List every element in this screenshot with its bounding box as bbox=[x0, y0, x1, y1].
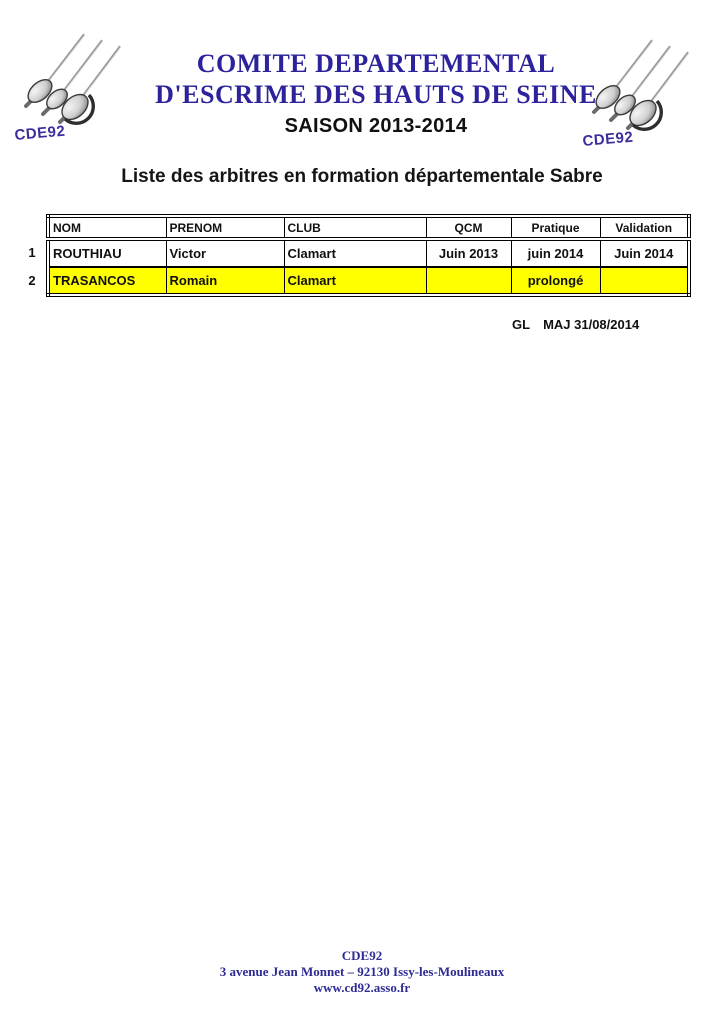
footer-org: CDE92 bbox=[341, 948, 383, 963]
cde92-sabres-logo-left bbox=[12, 26, 130, 148]
table-row bbox=[48, 239, 689, 267]
committee-title-line1: COMITE DEPARTEMENTAL bbox=[196, 49, 556, 78]
table-header-row bbox=[48, 216, 689, 239]
arbitres-table-container bbox=[46, 214, 691, 297]
footer-address: 3 avenue Jean Monnet – 92130 Issy-les-Moulineaux bbox=[219, 964, 505, 979]
note-initials: GL bbox=[512, 317, 531, 332]
document-footer bbox=[0, 948, 724, 996]
cell-club: Clamart bbox=[284, 239, 426, 267]
cell-pratique: juin 2014 bbox=[511, 239, 600, 267]
cell-pratique: prolongé bbox=[511, 267, 600, 295]
column-header-prenom: PRENOM bbox=[166, 216, 284, 239]
season-label: SAISON 2013-2014 bbox=[284, 115, 468, 137]
column-header-club: CLUB bbox=[284, 216, 426, 239]
column-header-validation: Validation bbox=[600, 216, 689, 239]
cell-prenom: Romain bbox=[166, 267, 284, 295]
page-title: Liste des arbitres en formation départementale Sabre bbox=[121, 166, 603, 187]
cde92-logo-text: CDE92 bbox=[581, 128, 635, 150]
committee-title-line2: D'ESCRIME DES HAUTS DE SEINE bbox=[155, 80, 597, 109]
cell-qcm bbox=[426, 267, 511, 295]
cell-nom: ROUTHIAU bbox=[48, 239, 166, 267]
column-header-qcm: QCM bbox=[426, 216, 511, 239]
column-header-pratique: Pratique bbox=[511, 216, 600, 239]
row-number: 2 bbox=[28, 273, 36, 288]
cell-qcm: Juin 2013 bbox=[426, 239, 511, 267]
row-number: 1 bbox=[28, 245, 36, 260]
cell-validation: Juin 2014 bbox=[600, 239, 689, 267]
cde92-logo-text: CDE92 bbox=[13, 122, 67, 144]
footer-website: www.cd92.asso.fr bbox=[313, 980, 411, 995]
arbitres-table bbox=[46, 214, 691, 297]
cell-prenom: Victor bbox=[166, 239, 284, 267]
document-header bbox=[150, 48, 602, 138]
column-header-nom: NOM bbox=[48, 216, 166, 239]
cell-validation bbox=[600, 267, 689, 295]
update-note bbox=[512, 317, 639, 332]
note-maj-date: MAJ 31/08/2014 bbox=[543, 317, 640, 332]
cell-nom: TRASANCOS bbox=[48, 267, 166, 295]
sabre-guards-icon bbox=[592, 81, 661, 130]
cell-club: Clamart bbox=[284, 267, 426, 295]
sabre-guards-icon bbox=[24, 75, 93, 124]
table-row-highlighted bbox=[48, 267, 689, 295]
